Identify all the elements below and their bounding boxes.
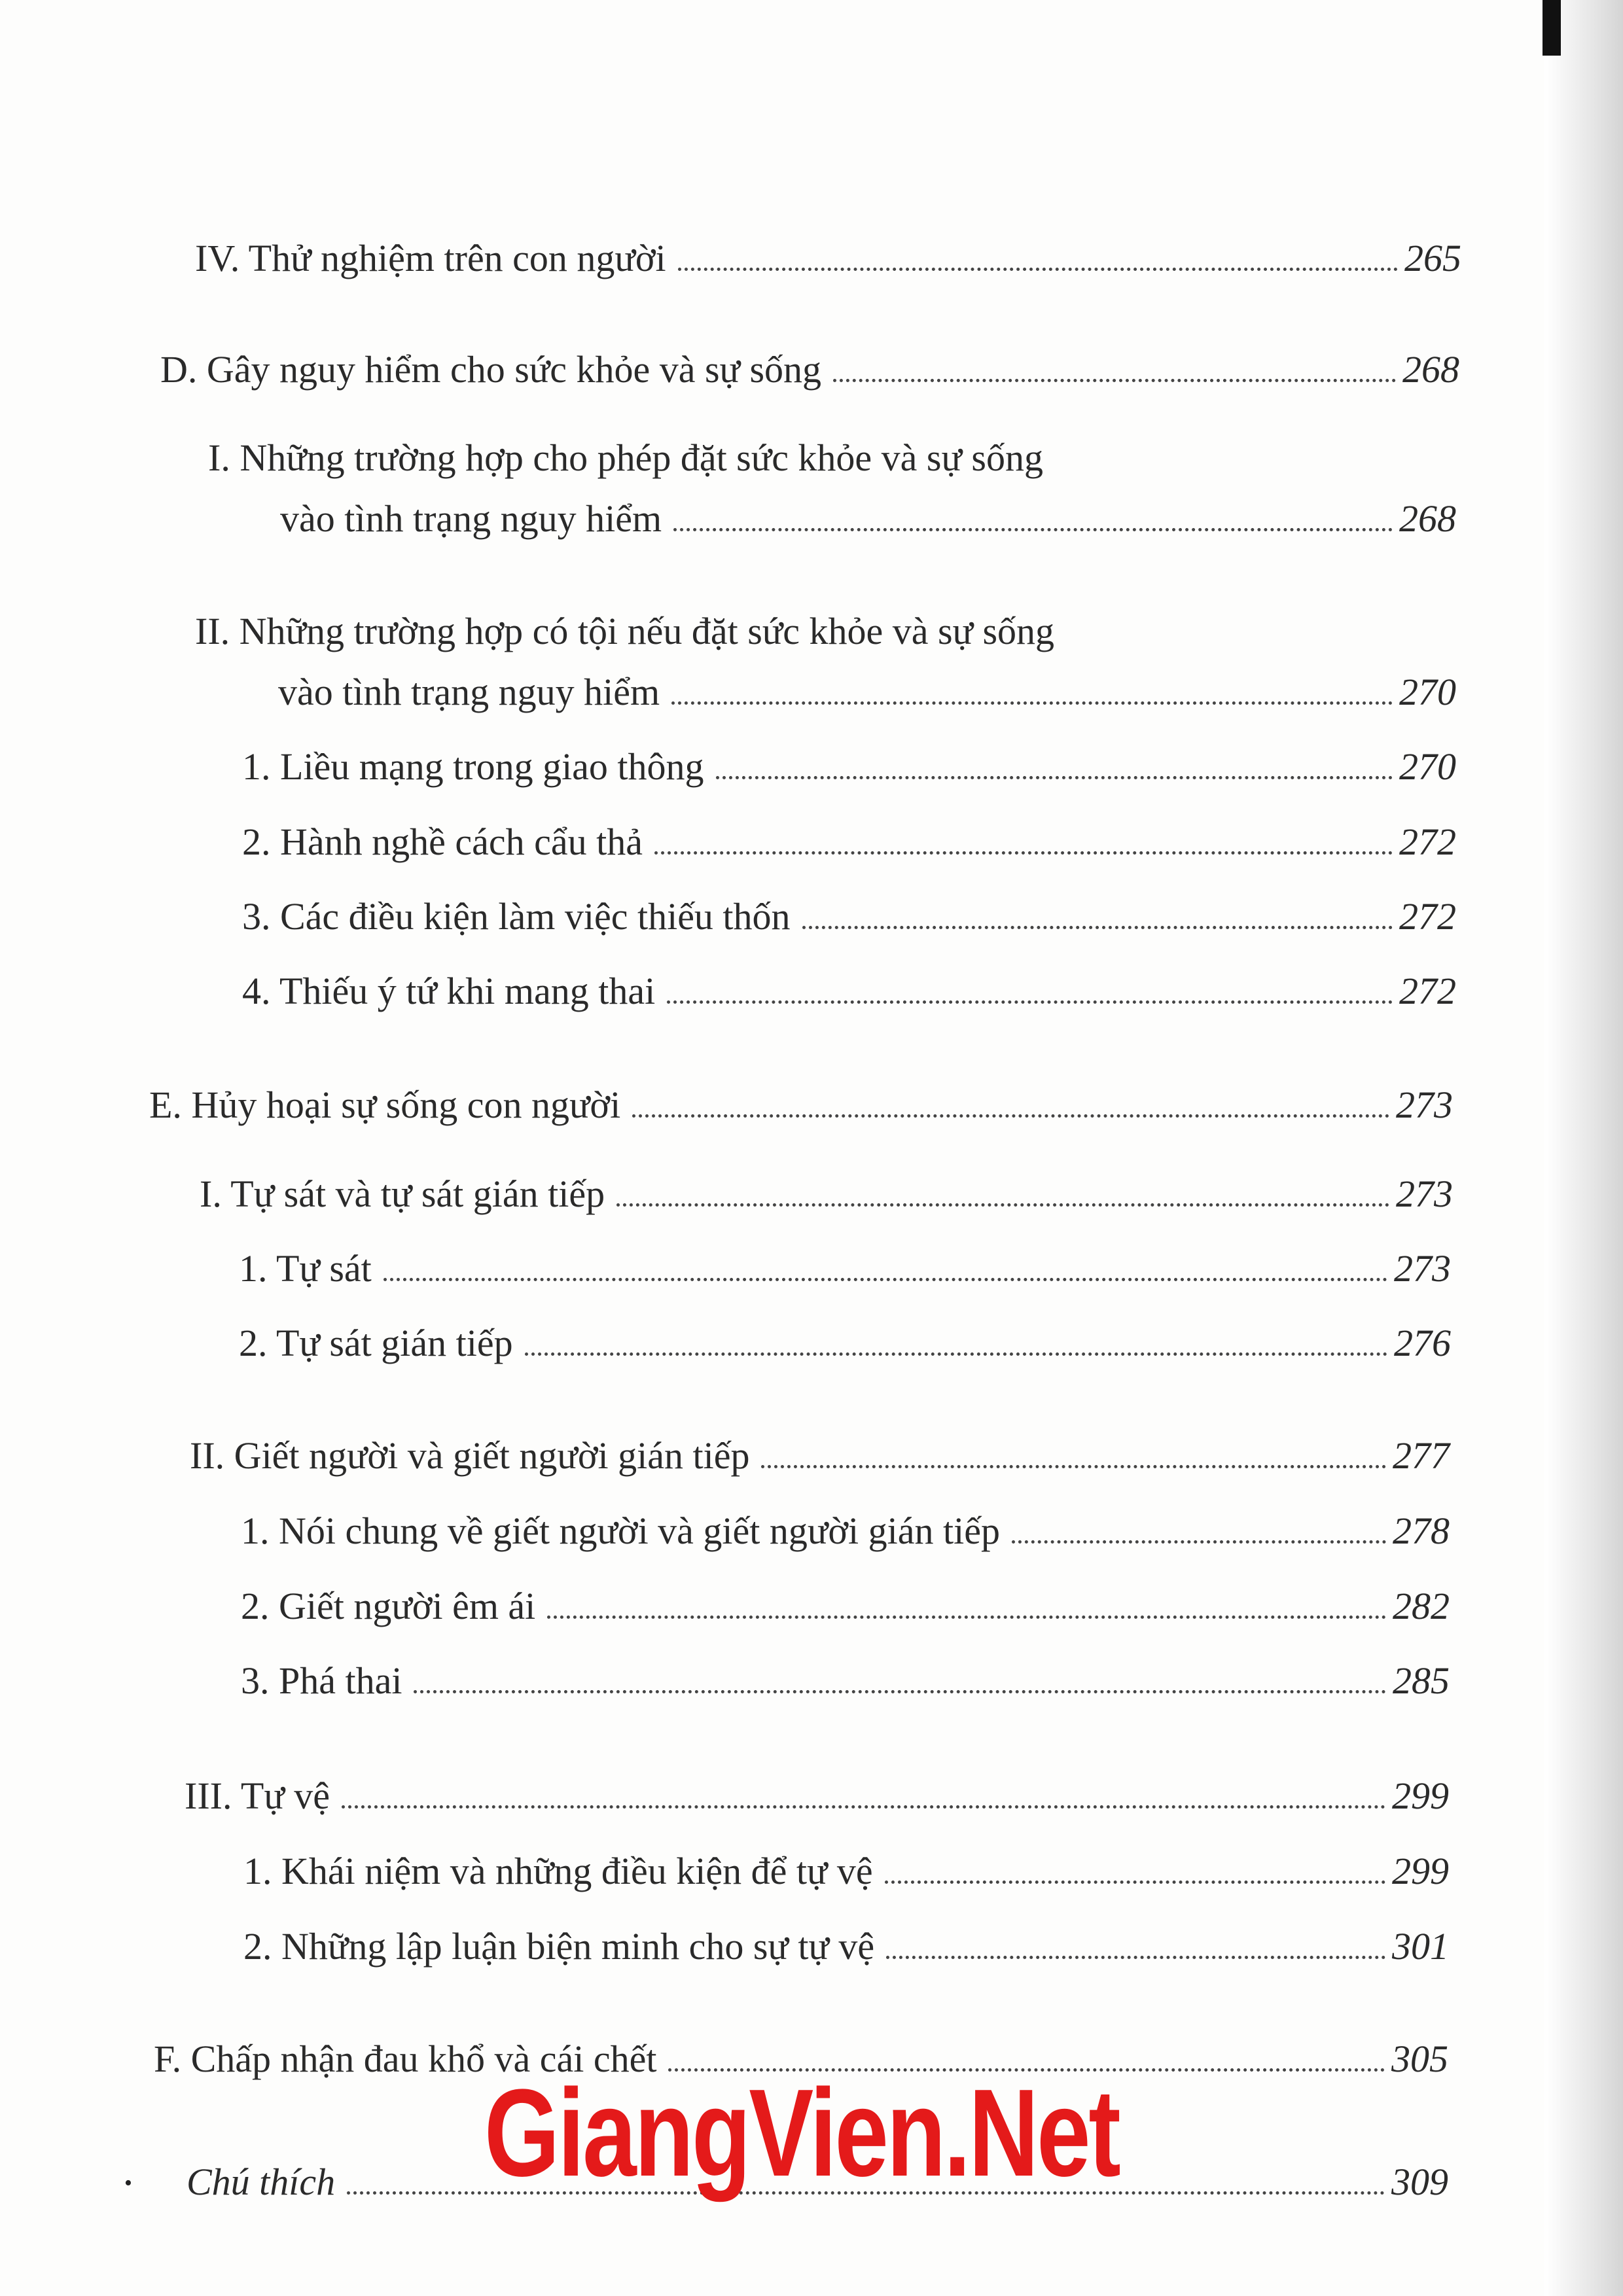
toc-entry-e3-2[interactable] [243, 1911, 1449, 1969]
toc-leader-dots [833, 379, 1396, 382]
toc-leader-dots [616, 1203, 1389, 1207]
toc-entry-text: 2. Tự sát gián tiếp [239, 1322, 513, 1365]
toc-entry-text: 1. Liều mạng trong giao thông [242, 745, 704, 788]
toc-entry-d2-2[interactable] [242, 806, 1456, 865]
toc-leader-dots [716, 776, 1393, 779]
toc-entry-d1-line1 [208, 422, 1043, 481]
toc-entry-text: 3. Các điều kiện làm việc thiếu thốn [242, 895, 791, 938]
toc-entry-e1-2[interactable] [239, 1307, 1451, 1366]
toc-entry-d-gay-nguy-hiem[interactable] [160, 334, 1459, 393]
toc-page-number: 270 [1399, 671, 1456, 714]
toc-entry-text: 2. Giết người êm ái [241, 1585, 536, 1628]
toc-leader-dots [802, 926, 1393, 929]
toc-entry-e2[interactable] [190, 1420, 1450, 1479]
toc-entry-text: F. Chấp nhận đau khổ và cái chết [154, 2038, 657, 2081]
toc-page-number: 299 [1392, 1775, 1449, 1818]
toc-leader-dots [547, 1616, 1386, 1619]
toc-entry-e-huy-hoai[interactable] [149, 1069, 1453, 1128]
toc-page-number: 268 [1402, 348, 1459, 391]
toc-page-number: 273 [1394, 1247, 1451, 1290]
toc-leader-dots [342, 1805, 1385, 1809]
toc-page-number: 273 [1396, 1084, 1453, 1127]
toc-entry-text: 3. Phá thai [241, 1659, 402, 1703]
toc-entry-text: II. Giết người và giết người gián tiếp [190, 1434, 750, 1477]
toc-leader-dots [667, 1000, 1393, 1004]
toc-entry-text: III. Tự vệ [185, 1775, 330, 1818]
bullet-icon: • [124, 2171, 132, 2195]
toc-page-number: 309 [1391, 2161, 1448, 2204]
toc-entry-e3-1[interactable] [243, 1835, 1449, 1894]
toc-entry-text: vào tình trạng nguy hiểm [280, 497, 662, 540]
toc-page-number: 272 [1399, 970, 1456, 1013]
toc-page-number: 273 [1396, 1173, 1453, 1216]
page-edge-mark [1543, 0, 1561, 56]
toc-page-number: 276 [1394, 1322, 1451, 1365]
toc-leader-dots [525, 1352, 1387, 1356]
toc-entry-text: 1. Tự sát [239, 1247, 372, 1290]
toc-page-number: 278 [1393, 1510, 1450, 1553]
toc-entry-d1-line2[interactable] [280, 483, 1456, 542]
watermark-logo: GiangVien.Net [484, 2064, 1119, 2202]
toc-leader-dots [761, 1465, 1386, 1468]
toc-entry-e2-3[interactable] [241, 1645, 1450, 1704]
toc-page-number: 305 [1391, 2038, 1448, 2081]
toc-leader-dots [671, 701, 1393, 705]
toc-page-number: 272 [1399, 821, 1456, 864]
toc-entry-text: vào tình trạng nguy hiểm [278, 671, 660, 714]
toc-page-number: 265 [1404, 237, 1461, 280]
toc-page-number: 285 [1393, 1659, 1450, 1703]
toc-entry-e1-1[interactable] [239, 1233, 1451, 1292]
toc-entry-text: I. Tự sát và tự sát gián tiếp [200, 1173, 605, 1216]
toc-page-number: 270 [1399, 745, 1456, 788]
toc-leader-dots [1012, 1540, 1386, 1544]
toc-entry-d2-1[interactable] [242, 731, 1456, 790]
toc-entry-text: II. Những trường hợp có tội nếu đặt sức khỏe và sự sống [195, 610, 1055, 653]
toc-leader-dots [678, 268, 1398, 271]
toc-entry-text: E. Hủy hoại sự sống con người [149, 1084, 621, 1127]
toc-leader-dots [414, 1690, 1386, 1693]
toc-entry-text: 1. Khái niệm và những điều kiện để tự vệ [243, 1850, 873, 1893]
toc-page-number: 301 [1392, 1925, 1449, 1968]
toc-entry-text: D. Gây nguy hiểm cho sức khỏe và sự sống [160, 348, 822, 391]
toc-leader-dots [673, 528, 1393, 531]
toc-entry-text: 4. Thiếu ý tứ khi mang thai [242, 970, 656, 1013]
toc-entry-e3[interactable] [185, 1760, 1449, 1819]
toc-leader-dots [632, 1114, 1389, 1118]
toc-entry-d2-line2[interactable] [278, 656, 1456, 715]
toc-entry-d2-line1 [195, 595, 1054, 654]
toc-entry-text: 2. Những lập luận biện minh cho sự tự vệ [243, 1925, 875, 1968]
toc-page-number: 272 [1399, 895, 1456, 938]
toc-entry-text: Chú thích [187, 2161, 336, 2204]
toc-entry-e2-2[interactable] [241, 1570, 1450, 1629]
toc-entry-e2-1[interactable] [241, 1495, 1450, 1554]
toc-entry-text: I. Những trường hợp cho phép đặt sức khỏe và sự sống [208, 436, 1043, 480]
toc-page-number: 277 [1393, 1434, 1450, 1477]
toc-leader-dots [383, 1278, 1387, 1281]
toc-page-number: 282 [1393, 1585, 1450, 1628]
page-edge-shadow [1544, 0, 1623, 2296]
toc-page-number: 299 [1392, 1850, 1449, 1893]
toc-entry-d2-4[interactable] [242, 955, 1456, 1014]
toc-leader-dots [654, 851, 1393, 855]
toc-leader-dots [886, 1956, 1385, 1959]
toc-entry-text: 1. Nói chung về giết người và giết người gián tiếp [241, 1510, 1000, 1553]
toc-page-number: 268 [1399, 497, 1456, 540]
toc-entry-text: IV. Thử nghiệm trên con người [195, 237, 666, 280]
toc-entry-d2-3[interactable] [242, 881, 1456, 940]
toc-entry-text: 2. Hành nghề cách cẩu thả [242, 821, 643, 864]
toc-leader-dots [885, 1881, 1385, 1884]
toc-entry-iv-thu-nghiem[interactable] [195, 222, 1461, 281]
toc-entry-e1[interactable] [200, 1158, 1453, 1217]
